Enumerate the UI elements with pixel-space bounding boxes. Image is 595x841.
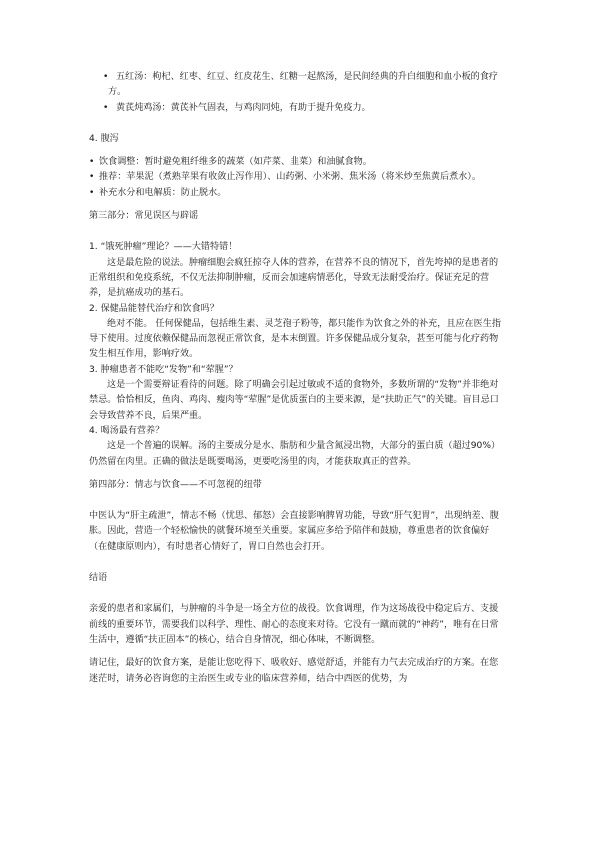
bullet-icon: •: [103, 102, 109, 113]
question-3: 3. 肿瘤患者不能吃“发物”和“荤腥”？: [89, 364, 238, 375]
question-4: 4. 喝汤最有营养？: [89, 425, 165, 436]
bullet-icon: •: [89, 187, 95, 198]
list-item-recommend: [89, 170, 507, 185]
list-item-text: 五红汤：枸杞、红枣、红豆、红皮花生、红糖一起熬汤，是民间经典的升白细胞和血小板的食疗方。: [108, 72, 498, 98]
list-item-diet-adjust: [89, 155, 507, 170]
conclusion-paragraph-1: 亲爱的患者和家属们，与肿瘤的斗争是一场全方位的战役。饮食调理，作为这场战役中稳定后方、支援前线的重要环节，需要我们以科学、理性、耐心的态度来对待。它没有一蹴而就的“神药”，唯有在日常生活中，遵循“扶正固本”的核心，结合自身情况，细心体味，不断调整。: [89, 604, 499, 645]
list-item-text: 黄芪炖鸡汤：黄芪补气固表，与鸡肉同炖，有助于提升免疫力。: [116, 102, 371, 113]
part-heading-emotion: 第四部分：情志与饮食——不可忽视的纽带: [89, 479, 262, 490]
part-heading-myths: 第三部分：常见误区与辟谣: [89, 211, 199, 222]
answer-3: 这是一个需要辩证看待的问题。除了明确会引起过敏或不适的食物外，多数所谓的“发物”并非绝对禁忌。恰恰相反，鱼肉、鸡肉、瘦肉等“荤腥”是优质蛋白的主要来源，是“扶助正气”的关键。盲目忌口会导致营养不良，后果严重。: [89, 380, 499, 421]
bullet-icon: •: [89, 157, 95, 168]
bullet-icon: •: [89, 172, 95, 183]
list-item-text: 饮食调整：暂时避免粗纤维多的蔬菜（如芹菜、韭菜）和油腻食物。: [99, 157, 372, 168]
answer-1: 这是最危险的说法。肿瘤细胞会疯狂掠夺人体的营养，在营养不良的情况下，首先垮掉的是患者的正常组织和免疫系统，不仅无法抑制肿瘤，反而会加速病情恶化，导致无法耐受治疗。保证充足的营养，是抗癌成功的基石。: [89, 257, 499, 299]
list-item-astragalus-chicken: [89, 101, 507, 116]
list-item-text: 推荐：苹果泥（煮熟苹果有收敛止泻作用）、山药粥、小米粥、焦米汤（将米炒至焦黄后煮水）。: [99, 172, 481, 183]
list-item-five-red-soup: [89, 70, 507, 101]
section-heading-diarrhea: 4. 腹泻: [89, 133, 119, 144]
list-item-text: 补充水分和电解质：防止脱水。: [99, 187, 227, 198]
answer-2: 绝对不能。 任何保健品，包括维生素、灵芝孢子粉等，都只能作为饮食之外的补充，且应在医生指导下使用。过度依赖保健品而忽视正常饮食，是本末倒置。许多保健品成分复杂，甚至可能与化疗药物发生相互作用，影响疗效。: [89, 318, 501, 360]
conclusion-paragraph-2: 请记住，最好的饮食方案，是能让您吃得下、吸收好、感觉舒适，并能有力气去完成治疗的方案。在您迷茫时，请务必咨询您的主治医生或专业的临床营养师，结合中西医的优势，为: [89, 658, 499, 684]
document-page: [89, 70, 507, 687]
bullet-icon: •: [103, 72, 109, 82]
emotion-paragraph: 中医认为“肝主疏泄”，情志不畅（忧思、郁怒）会直接影响脾胃功能，导致“肝气犯胃”，出现纳差、腹胀。因此，营造一个轻松愉快的就餐环境至关重要。家属应多给予陪伴和鼓励，尊重患者的饮食偏好（在健康原则内），有时患者心情好了，胃口自然也会打开。: [89, 511, 499, 552]
list-item-hydration: [89, 186, 507, 201]
question-1: 1. “饿死肿瘤”理论？——大错特错！: [89, 242, 238, 253]
question-2: 2. 保健品能替代治疗和饮食吗？: [89, 303, 219, 314]
conclusion-heading: 结语: [89, 573, 108, 584]
answer-4: 这是一个普遍的误解。汤的主要成分是水、脂肪和少量含氮浸出物，大部分的蛋白质（超过90%）仍然留在肉里。正确的做法是既要喝汤，更要吃汤里的肉，才能获取真正的营养。: [89, 441, 501, 467]
